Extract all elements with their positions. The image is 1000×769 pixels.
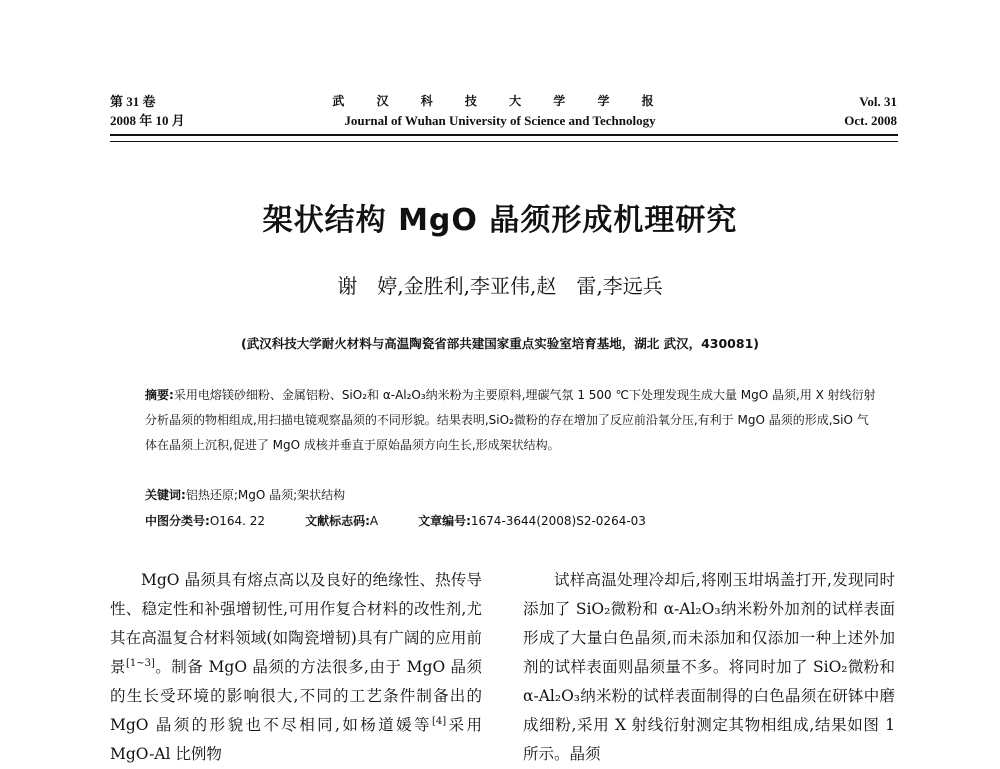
header-date-cn: 2008 年 10 月: [110, 113, 185, 128]
classification-line: [145, 509, 880, 534]
header-rule-thick: [110, 134, 898, 136]
body-paragraph: 试样高温处理冷却后,将刚玉坩埚盖打开,发现同时添加了 SiO₂微粉和 α-Al₂O₃纳米粉外加剂的试样表面形成了大量白色晶须,而未添加和仅添加一种上述外加剂的试样表面则晶须量不多。将同时加了 SiO₂微粉和 α-Al₂O₃纳米粉的试样表面制得的白色晶须在研钵中磨成细粉,采用 X 射线衍射测定其物相组成,结果如图 1 所示。晶须: [523, 571, 895, 763]
article-no-value: 1674-3644(2008)S2-0264-03: [470, 514, 646, 528]
header-rule-thin: [110, 141, 898, 142]
body-column-right: [523, 566, 895, 769]
doc-code-label: 文献标志码:: [305, 514, 370, 528]
paper-authors: 谢 婷,金胜利,李亚伟,赵 雷,李远兵: [337, 274, 663, 298]
header-vol-en: Vol. 31: [859, 94, 897, 109]
header-date-en: Oct. 2008: [844, 113, 897, 128]
header-journal-en: Journal of Wuhan University of Science and Technology: [344, 113, 656, 128]
header-volume: 第 31 卷: [110, 94, 156, 109]
citation-ref[interactable]: [4]: [431, 715, 447, 727]
body-column-left: [110, 566, 482, 769]
header-vol-en-block: [844, 92, 897, 130]
citation-ref[interactable]: [1~3]: [125, 657, 155, 669]
cls-label: 中图分类号:: [145, 514, 210, 528]
article-no-label: 文章编号:: [418, 514, 471, 528]
keywords: [145, 483, 880, 508]
paper-affiliation: (武汉科技大学耐火材料与高温陶瓷省部共建国家重点实验室培育基地，湖北 武汉，430081): [241, 336, 759, 351]
body-text: 。制备 MgO 晶须的方法很多,由于 MgO 晶须的生长受环境的影响很大,不同的工艺条件制备出的 MgO 晶须的形貌也不尽相同,如杨道媛等: [110, 658, 482, 734]
header-journal-cn: 武 汉 科 技 大 学 学 报: [332, 94, 668, 108]
abstract: [145, 383, 880, 458]
body-text: 采用 MgO-Al 比例物: [110, 716, 482, 763]
paper-title: 架状结构 MgO 晶须形成机理研究: [262, 203, 738, 238]
abstract-text: 采用电熔镁砂细粉、金属铝粉、SiO₂和 α-Al₂O₃纳米粉为主要原料,埋碳气氛 1 500 ℃下处理发现生成大量 MgO 晶须,用 X 射线衍射分析晶须的物相组成,用扫描电镜观察晶须的不同形貌。结果表明,SiO₂微粉的存在增加了反应前沿氧分压,有利于 MgO 晶须的形成,SiO 气体在晶须上沉积,促进了 MgO 成核并垂直于原始晶须方向生长,形成架状结构。: [145, 388, 876, 452]
keywords-label: 关键词:: [145, 488, 186, 502]
cls-value: O164. 22: [209, 514, 266, 528]
body-paragraph: [110, 566, 482, 769]
body-text: MgO 晶须具有熔点高以及良好的绝缘性、热传导性、稳定性和补强增韧性,可用作复合材料的改性剂,尤其在高温复合材料领域(如陶瓷增韧)具有广阔的应用前景: [110, 571, 482, 676]
keywords-text: 铝热还原;MgO 晶须;架状结构: [185, 488, 346, 502]
doc-code-value: A: [369, 514, 379, 528]
abstract-label: 摘要:: [145, 388, 174, 402]
